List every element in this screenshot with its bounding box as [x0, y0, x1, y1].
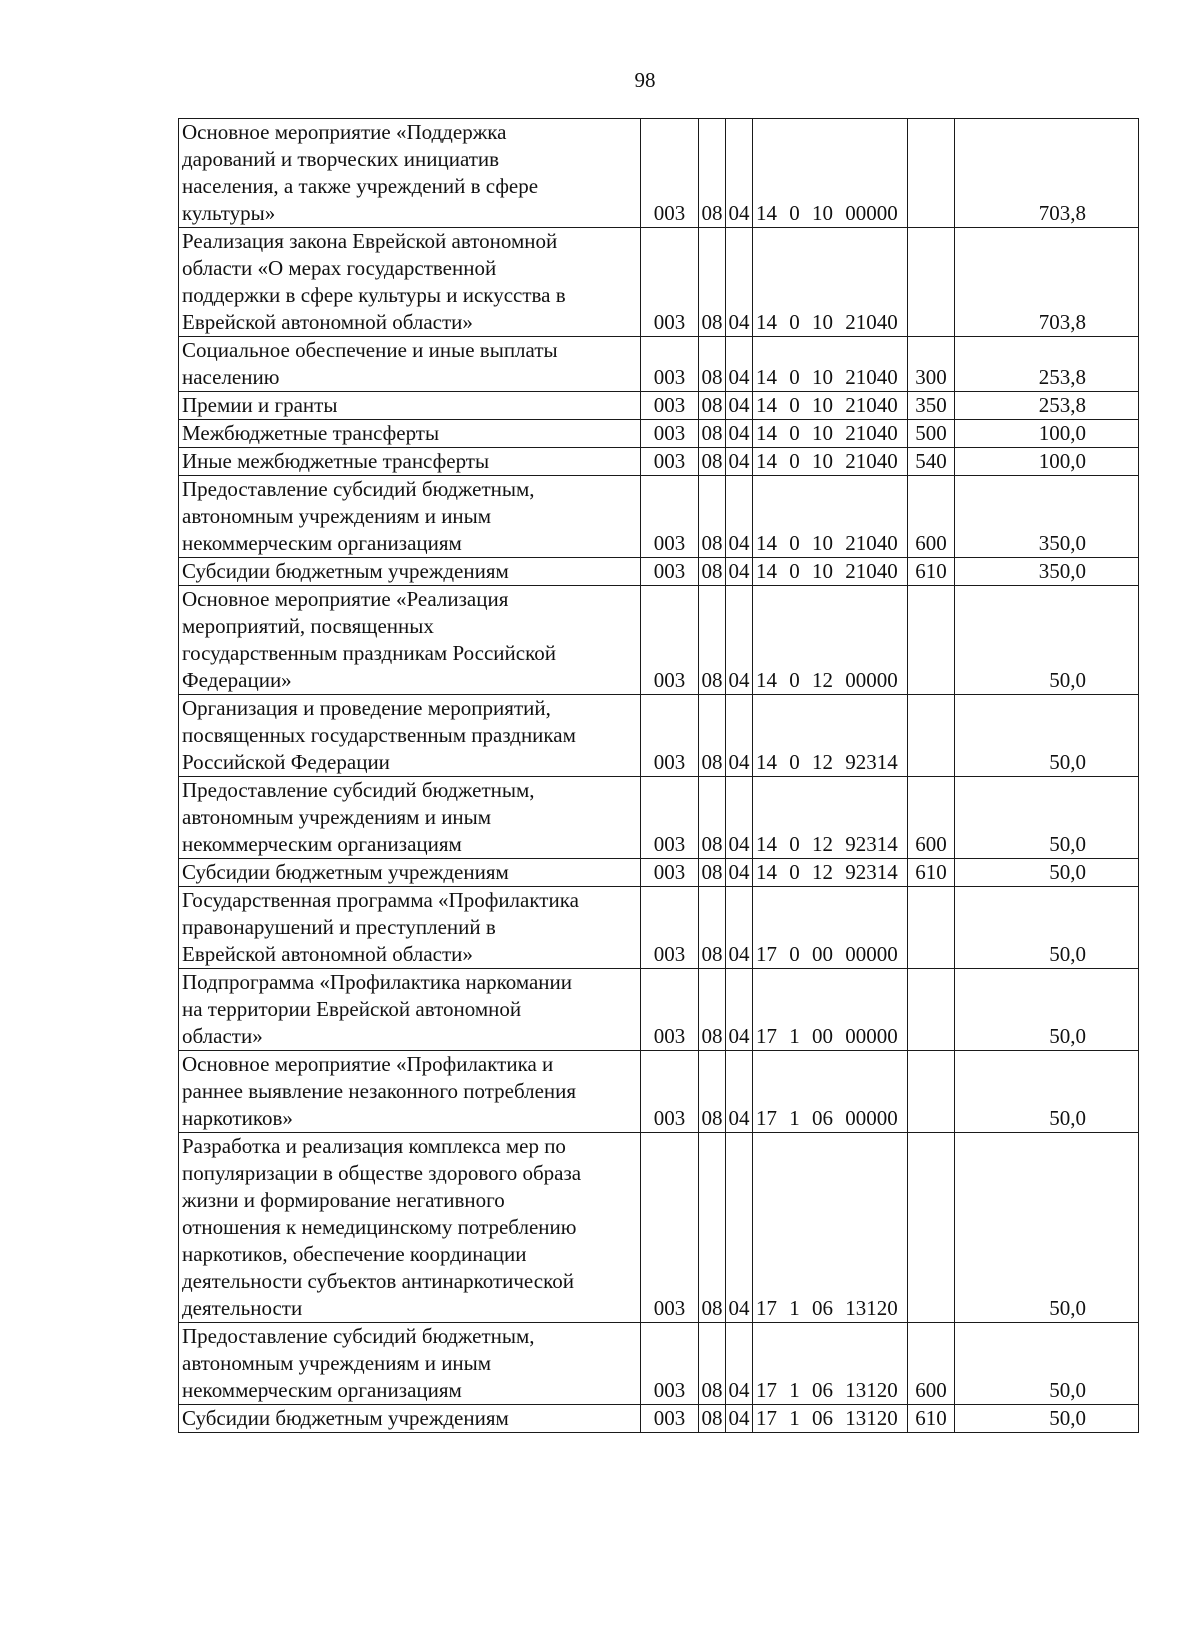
row-pr-code-cell: 04 — [726, 448, 753, 476]
row-gr-code-cell: 003 — [641, 476, 699, 558]
row-amount-cell: 50,0 — [955, 695, 1139, 777]
row-vr-code-cell: 610 — [908, 558, 955, 586]
row-name-cell: Организация и проведение мероприятий, посвященных государственным праздникам Российской Федерации — [179, 695, 641, 777]
row-amount-cell: 253,8 — [955, 337, 1139, 392]
row-amount-cell: 100,0 — [955, 420, 1139, 448]
table-row — [179, 887, 1139, 969]
row-rz-code-cell: 08 — [699, 448, 726, 476]
row-vr-code-cell: 600 — [908, 476, 955, 558]
row-amount-cell: 50,0 — [955, 859, 1139, 887]
row-pr-code-cell: 04 — [726, 1323, 753, 1405]
row-vr-code-cell — [908, 228, 955, 337]
row-rz-code-cell: 08 — [699, 420, 726, 448]
row-vr-code-cell — [908, 969, 955, 1051]
row-rz-code-cell: 08 — [699, 887, 726, 969]
table-row — [179, 420, 1139, 448]
row-name-cell: Основное мероприятие «Реализация мероприятий, посвященных государственным праздникам Российской Федерации» — [179, 586, 641, 695]
row-amount-cell: 50,0 — [955, 777, 1139, 859]
row-gr-code-cell: 003 — [641, 392, 699, 420]
row-name-cell: Субсидии бюджетным учреждениям — [179, 1405, 641, 1433]
row-gr-code-cell: 003 — [641, 777, 699, 859]
row-pr-code-cell: 04 — [726, 1405, 753, 1433]
page-number: 98 — [634, 68, 656, 92]
table-row — [179, 119, 1139, 228]
row-csr-code-cell: 17 1 00 00000 — [753, 969, 908, 1051]
row-amount-cell: 50,0 — [955, 586, 1139, 695]
row-rz-code-cell: 08 — [699, 119, 726, 228]
row-csr-code-cell: 14 0 10 00000 — [753, 119, 908, 228]
row-amount-cell: 100,0 — [955, 448, 1139, 476]
row-csr-code-cell: 17 1 06 13120 — [753, 1133, 908, 1323]
row-rz-code-cell: 08 — [699, 1051, 726, 1133]
table-row — [179, 228, 1139, 337]
row-gr-code-cell: 003 — [641, 228, 699, 337]
table-row — [179, 337, 1139, 392]
row-csr-code-cell: 14 0 10 21040 — [753, 337, 908, 392]
row-gr-code-cell: 003 — [641, 558, 699, 586]
row-pr-code-cell: 04 — [726, 476, 753, 558]
row-vr-code-cell — [908, 695, 955, 777]
row-pr-code-cell: 04 — [726, 228, 753, 337]
row-rz-code-cell: 08 — [699, 1133, 726, 1323]
row-csr-code-cell: 17 1 06 13120 — [753, 1323, 908, 1405]
row-gr-code-cell: 003 — [641, 1051, 699, 1133]
row-rz-code-cell: 08 — [699, 476, 726, 558]
row-csr-code-cell: 14 0 10 21040 — [753, 228, 908, 337]
row-vr-code-cell: 600 — [908, 1323, 955, 1405]
row-vr-code-cell — [908, 1051, 955, 1133]
row-pr-code-cell: 04 — [726, 337, 753, 392]
row-name-cell: Государственная программа «Профилактика правонарушений и преступлений в Еврейской автономной области» — [179, 887, 641, 969]
row-vr-code-cell: 500 — [908, 420, 955, 448]
table-row — [179, 476, 1139, 558]
row-rz-code-cell: 08 — [699, 586, 726, 695]
row-name-cell: Межбюджетные трансферты — [179, 420, 641, 448]
row-amount-cell: 50,0 — [955, 887, 1139, 969]
row-name-cell: Основное мероприятие «Профилактика и раннее выявление незаконного потребления наркотиков» — [179, 1051, 641, 1133]
table-row — [179, 1405, 1139, 1433]
row-pr-code-cell: 04 — [726, 586, 753, 695]
row-name-cell: Субсидии бюджетным учреждениям — [179, 558, 641, 586]
row-csr-code-cell: 14 0 10 21040 — [753, 476, 908, 558]
row-csr-code-cell: 14 0 10 21040 — [753, 392, 908, 420]
row-amount-cell: 50,0 — [955, 1051, 1139, 1133]
row-csr-code-cell: 14 0 12 92314 — [753, 695, 908, 777]
table-row — [179, 859, 1139, 887]
row-pr-code-cell: 04 — [726, 558, 753, 586]
row-gr-code-cell: 003 — [641, 420, 699, 448]
row-vr-code-cell: 610 — [908, 1405, 955, 1433]
table-row — [179, 777, 1139, 859]
row-gr-code-cell: 003 — [641, 586, 699, 695]
row-name-cell: Реализация закона Еврейской автономной области «О мерах государственной поддержки в сфере культуры и искусства в Еврейской автономной области» — [179, 228, 641, 337]
row-csr-code-cell: 14 0 10 21040 — [753, 558, 908, 586]
row-rz-code-cell: 08 — [699, 969, 726, 1051]
row-pr-code-cell: 04 — [726, 859, 753, 887]
table-row — [179, 586, 1139, 695]
row-name-cell: Подпрограмма «Профилактика наркомании на территории Еврейской автономной области» — [179, 969, 641, 1051]
row-csr-code-cell: 14 0 10 21040 — [753, 420, 908, 448]
row-pr-code-cell: 04 — [726, 887, 753, 969]
row-gr-code-cell: 003 — [641, 887, 699, 969]
row-rz-code-cell: 08 — [699, 228, 726, 337]
row-name-cell: Основное мероприятие «Поддержка дарований и творческих инициатив населения, а также учреждений в сфере культуры» — [179, 119, 641, 228]
row-gr-code-cell: 003 — [641, 695, 699, 777]
row-name-cell: Премии и гранты — [179, 392, 641, 420]
row-name-cell: Разработка и реализация комплекса мер по популяризации в обществе здорового образа жизни и формирование негативного отношения к немедицинскому потреблению наркотиков, обеспечение координации деятельности субъектов антинаркотической деятельности — [179, 1133, 641, 1323]
row-amount-cell: 703,8 — [955, 119, 1139, 228]
row-vr-code-cell — [908, 119, 955, 228]
row-rz-code-cell: 08 — [699, 859, 726, 887]
row-vr-code-cell: 610 — [908, 859, 955, 887]
budget-table — [178, 118, 1139, 1433]
table-row — [179, 392, 1139, 420]
row-amount-cell: 350,0 — [955, 476, 1139, 558]
row-pr-code-cell: 04 — [726, 1133, 753, 1323]
row-amount-cell: 253,8 — [955, 392, 1139, 420]
table-row — [179, 695, 1139, 777]
row-pr-code-cell: 04 — [726, 392, 753, 420]
row-gr-code-cell: 003 — [641, 1133, 699, 1323]
row-vr-code-cell — [908, 1133, 955, 1323]
row-csr-code-cell: 14 0 12 00000 — [753, 586, 908, 695]
table-body — [179, 119, 1139, 1433]
row-csr-code-cell: 14 0 12 92314 — [753, 777, 908, 859]
row-csr-code-cell: 17 0 00 00000 — [753, 887, 908, 969]
row-vr-code-cell: 600 — [908, 777, 955, 859]
row-name-cell: Субсидии бюджетным учреждениям — [179, 859, 641, 887]
row-vr-code-cell: 540 — [908, 448, 955, 476]
row-vr-code-cell: 300 — [908, 337, 955, 392]
row-gr-code-cell: 003 — [641, 337, 699, 392]
row-pr-code-cell: 04 — [726, 420, 753, 448]
row-name-cell: Предоставление субсидий бюджетным, автономным учреждениям и иным некоммерческим организациям — [179, 476, 641, 558]
row-gr-code-cell: 003 — [641, 1405, 699, 1433]
table-row — [179, 558, 1139, 586]
row-name-cell: Иные межбюджетные трансферты — [179, 448, 641, 476]
row-rz-code-cell: 08 — [699, 392, 726, 420]
row-rz-code-cell: 08 — [699, 337, 726, 392]
row-pr-code-cell: 04 — [726, 777, 753, 859]
row-gr-code-cell: 003 — [641, 119, 699, 228]
row-pr-code-cell: 04 — [726, 1051, 753, 1133]
row-rz-code-cell: 08 — [699, 777, 726, 859]
row-pr-code-cell: 04 — [726, 969, 753, 1051]
row-pr-code-cell: 04 — [726, 119, 753, 228]
row-amount-cell: 50,0 — [955, 969, 1139, 1051]
table-row — [179, 969, 1139, 1051]
row-csr-code-cell: 17 1 06 00000 — [753, 1051, 908, 1133]
table-row — [179, 1133, 1139, 1323]
row-gr-code-cell: 003 — [641, 969, 699, 1051]
row-csr-code-cell: 14 0 12 92314 — [753, 859, 908, 887]
row-pr-code-cell: 04 — [726, 695, 753, 777]
row-rz-code-cell: 08 — [699, 695, 726, 777]
row-rz-code-cell: 08 — [699, 1405, 726, 1433]
row-gr-code-cell: 003 — [641, 1323, 699, 1405]
table-row — [179, 1323, 1139, 1405]
row-vr-code-cell — [908, 887, 955, 969]
row-amount-cell: 50,0 — [955, 1133, 1139, 1323]
row-gr-code-cell: 003 — [641, 448, 699, 476]
row-csr-code-cell: 14 0 10 21040 — [753, 448, 908, 476]
row-vr-code-cell — [908, 586, 955, 695]
row-amount-cell: 50,0 — [955, 1405, 1139, 1433]
row-vr-code-cell: 350 — [908, 392, 955, 420]
row-name-cell: Предоставление субсидий бюджетным, автономным учреждениям и иным некоммерческим организациям — [179, 777, 641, 859]
row-csr-code-cell: 17 1 06 13120 — [753, 1405, 908, 1433]
row-name-cell: Социальное обеспечение и иные выплаты населению — [179, 337, 641, 392]
row-amount-cell: 50,0 — [955, 1323, 1139, 1405]
row-rz-code-cell: 08 — [699, 1323, 726, 1405]
table-row — [179, 1051, 1139, 1133]
row-gr-code-cell: 003 — [641, 859, 699, 887]
row-amount-cell: 703,8 — [955, 228, 1139, 337]
row-rz-code-cell: 08 — [699, 558, 726, 586]
row-amount-cell: 350,0 — [955, 558, 1139, 586]
row-name-cell: Предоставление субсидий бюджетным, автономным учреждениям и иным некоммерческим организациям — [179, 1323, 641, 1405]
table-row — [179, 448, 1139, 476]
